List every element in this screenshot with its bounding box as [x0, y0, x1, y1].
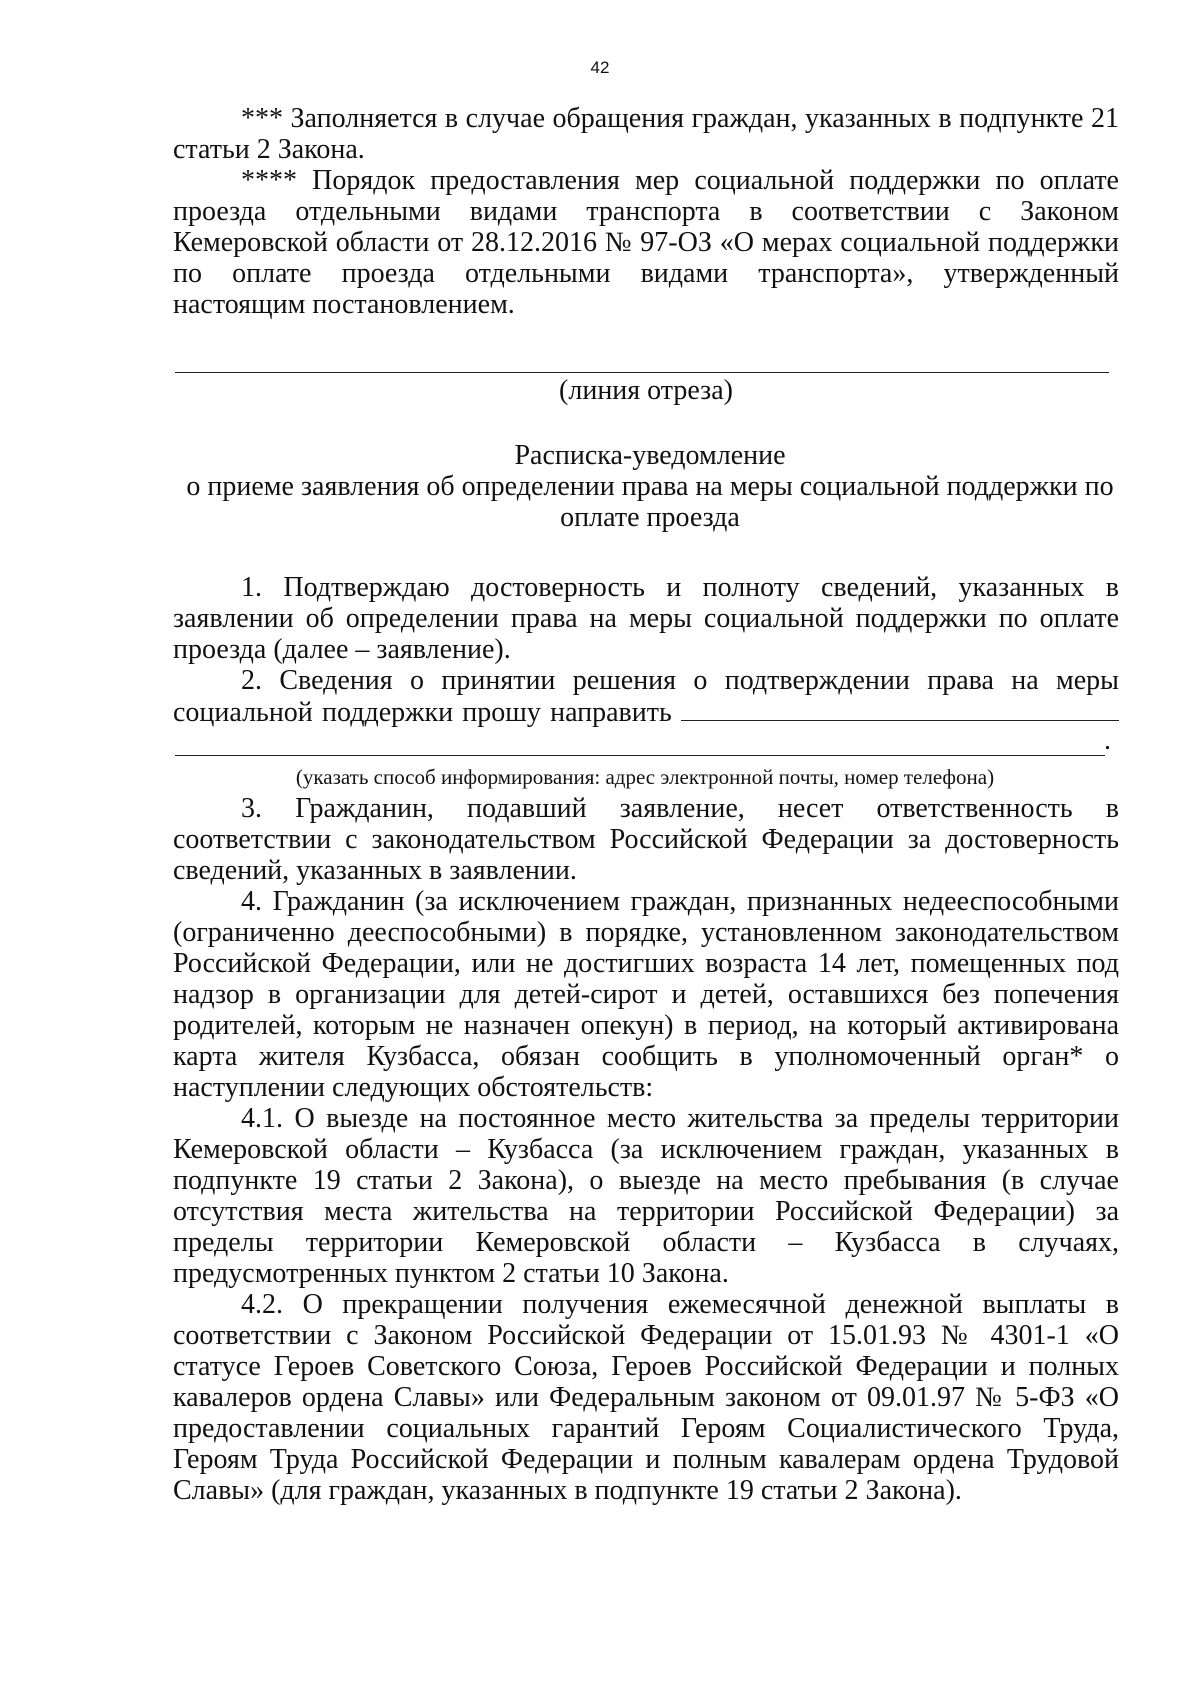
item-4-1: 4.1. О выезде на постоянное место жительства за пределы территории Кемеровской области – Кузбасса (за исключением граждан, указанных в подпункте 19 статьи 2 Закона), о выезде на место пребывания (в случае отсутствия места жительства на территории Российской Федерации) за пределы территории Кемеровской области – Кузбасса в случаях, предусмотренных пунктом 2 статьи 10 Закона.: [173, 1103, 1119, 1289]
item-2-end: .: [1104, 725, 1111, 756]
footnote-triple-star: *** Заполняется в случае обращения граждан, указанных в подпункте 21 статьи 2 Закона.: [173, 103, 1119, 165]
footnotes: [173, 103, 1119, 320]
cut-line-label: (линия отреза): [559, 375, 733, 406]
item-1: 1. Подтверждаю достоверность и полноту сведений, указанных в заявлении об определении права на меры социальной поддержки по оплате проезда (далее – заявление).: [173, 572, 1119, 665]
delivery-method-hint: (указать способ информирования: адрес электронной почты, номер телефона): [295, 765, 995, 789]
receipt-items-3-4: [173, 793, 1119, 1506]
item-2-end-wrap: [1104, 725, 1124, 756]
receipt-subtitle-line1: о приеме заявления об определении права на меры социальной поддержки по: [186, 471, 1114, 502]
item-3: 3. Гражданин, подавший заявление, несет ответственность в соответствии с законодательством Российской Федерации за достоверность сведений, указанных в заявлении.: [173, 793, 1119, 886]
item-2: [173, 665, 1119, 728]
footnote-quad-star: **** Порядок предоставления мер социальной поддержки по оплате проезда отдельными видами транспорта в соответствии с Законом Кемеровской области от 28.12.2016 № 97-ОЗ «О мерах социальной поддержки по оплате проезда отдельными видами транспорта», утвержденный настоящим постановлением.: [173, 165, 1119, 320]
delivery-method-line-1[interactable]: [681, 696, 1119, 721]
receipt-title: Расписка-уведомление: [514, 440, 786, 471]
receipt-items-1-2: [173, 572, 1119, 728]
cut-line: [175, 372, 1109, 373]
item-4-2: 4.2. О прекращении получения ежемесячной денежной выплаты в соответствии с Законом Российской Федерации от 15.01.93 № 4301-1 «О статусе Героев Советского Союза, Героев Российской Федерации и полных кавалеров ордена Славы» или Федеральным законом от 09.01.97 № 5-ФЗ «О предоставлении социальных гарантий Героям Социалистического Труда, Героям Труда Российской Федерации и полным кавалерам ордена Трудовой Славы» (для граждан, указанных в подпункте 19 статьи 2 Закона).: [173, 1289, 1119, 1506]
delivery-method-line-2[interactable]: [175, 755, 1105, 756]
page-number: 42: [590, 58, 610, 77]
item-2-text: 2. Сведения о принятии решения о подтверждении права на меры социальной поддержки прошу направить: [173, 665, 1119, 728]
cut-line-label-wrap: [173, 375, 1119, 406]
receipt-subtitle-line2: оплате проезда: [560, 502, 740, 533]
item-4: 4. Гражданин (за исключением граждан, признанных недееспособными (ограниченно дееспособными) в порядке, установленном законодательством Российской Федерации, или не достигших возраста 14 лет, помещенных под надзор в организации для детей-сирот и детей, оставшихся без попечения родителей, которым не назначен опекун) в период, на который активирована карта жителя Кузбасса, обязан сообщить в уполномоченный орган* о наступлении следующих обстоятельств:: [173, 886, 1119, 1103]
receipt-heading: [150, 440, 1150, 533]
